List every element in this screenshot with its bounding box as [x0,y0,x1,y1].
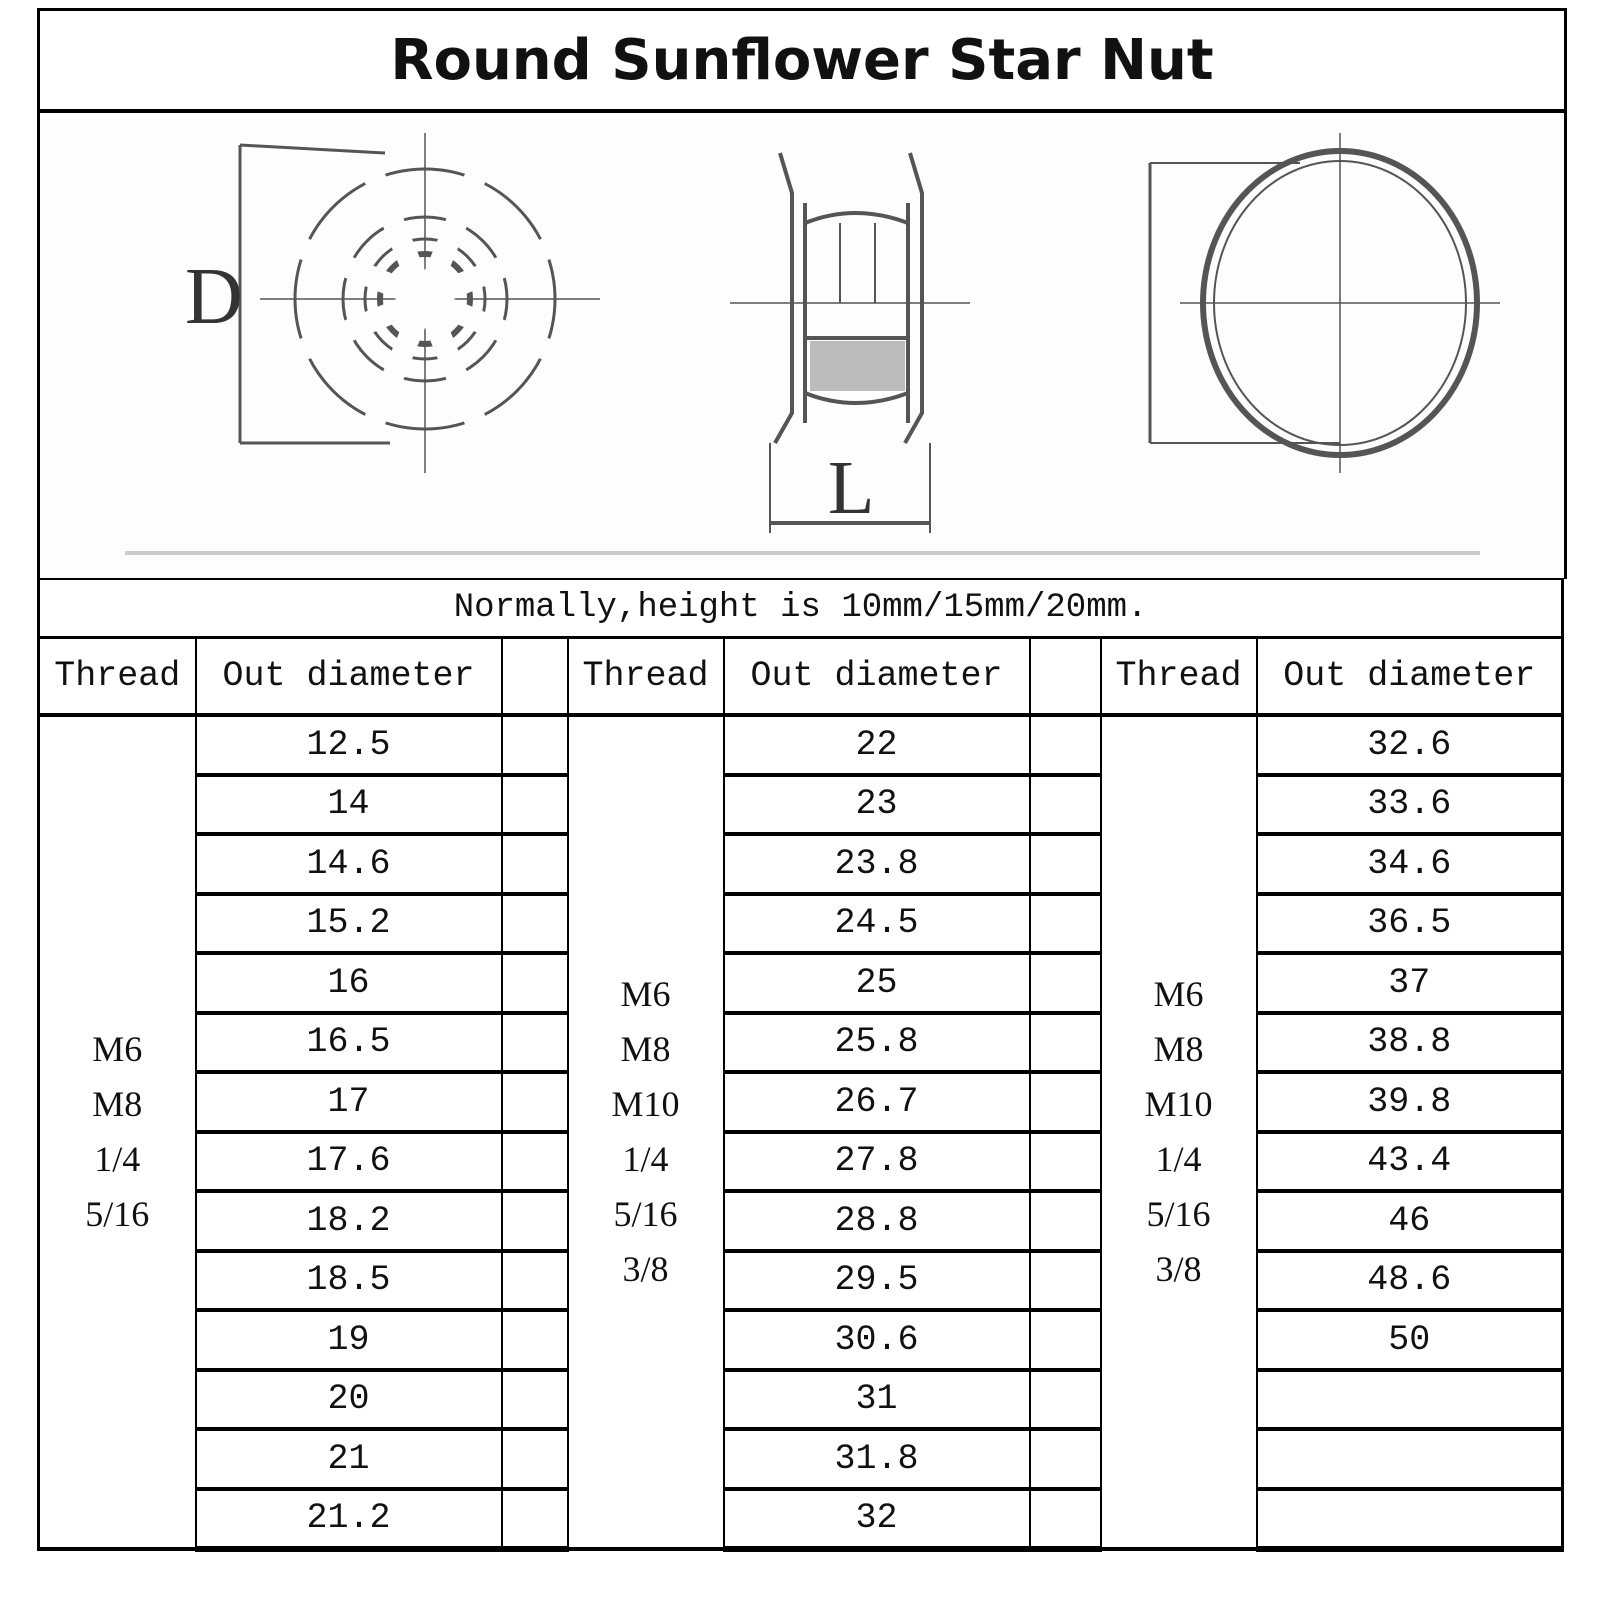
out-diameter-cell: 21.2 [196,1489,502,1550]
spacer-cell [1030,638,1101,716]
spacer-cell [1030,1072,1101,1132]
front-view-star [240,133,600,473]
thread-size: M6 [1153,974,1204,1014]
table-row [39,953,1563,1013]
table-row [39,1072,1563,1132]
spacer-cell [502,1251,568,1311]
spacer-cell [1030,953,1101,1013]
out-diameter-cell [1257,1489,1563,1550]
spacer-cell [1030,1429,1101,1489]
table-row [39,894,1563,954]
out-diameter-cell: 43.4 [1257,1132,1563,1192]
spacer-cell [502,834,568,894]
out-diameter-cell: 14.6 [196,834,502,894]
out-diameter-cell: 21 [196,1429,502,1489]
out-diameter-cell: 16.5 [196,1013,502,1073]
out-diameter-cell: 18.5 [196,1251,502,1311]
thread-size: M6 [92,1029,143,1069]
table-row [39,1251,1563,1311]
spacer-cell [502,1370,568,1430]
out-diameter-cell: 33.6 [1257,775,1563,835]
spacer-cell [502,775,568,835]
thread-size: M8 [620,1029,671,1069]
spacer-cell [502,1429,568,1489]
spacer-cell [502,1310,568,1370]
out-diameter-cell: 24.5 [724,894,1030,954]
spacer-cell [502,1132,568,1192]
out-diameter-cell: 38.8 [1257,1013,1563,1073]
dimension-d-label: D [185,253,243,341]
out-diameter-cell: 46 [1257,1191,1563,1251]
spec-sheet [37,8,1567,579]
out-diameter-cell: 29.5 [724,1251,1030,1311]
spacer-cell [502,1191,568,1251]
out-diameter-cell: 31.8 [724,1429,1030,1489]
out-diameter-cell: 19 [196,1310,502,1370]
table-row [39,1310,1563,1370]
out-diameter-cell: 17 [196,1072,502,1132]
header-out-diameter: Out diameter [196,638,502,716]
thread-size: 1/4 [94,1139,141,1179]
out-diameter-cell [1257,1370,1563,1430]
spacer-cell [1030,1132,1101,1192]
thread-list-cell [1101,715,1257,1549]
thread-size: 1/4 [622,1139,669,1179]
table-row [39,715,1563,775]
out-diameter-cell: 34.6 [1257,834,1563,894]
spacer-cell [502,1013,568,1073]
header-thread: Thread [1101,638,1257,716]
thread-list-cell [39,715,196,1549]
out-diameter-cell: 25.8 [724,1013,1030,1073]
spacer-cell [502,1072,568,1132]
table-row [39,1489,1563,1550]
thread-size: M6 [620,974,671,1014]
out-diameter-cell: 37 [1257,953,1563,1013]
out-diameter-cell: 20 [196,1370,502,1430]
spacer-cell [1030,1191,1101,1251]
out-diameter-cell: 31 [724,1370,1030,1430]
thread-size: 3/8 [622,1249,669,1289]
spacer-cell [1030,1310,1101,1370]
spacer-cell [502,953,568,1013]
header-out-diameter: Out diameter [1257,638,1563,716]
spacer-cell [502,1489,568,1550]
spacer-cell [1030,1370,1101,1430]
table-row [39,1132,1563,1192]
height-note: Normally,height is 10mm/15mm/20mm. [39,579,1563,638]
spacer-cell [1030,1013,1101,1073]
spacer-cell [1030,894,1101,954]
table-row [39,775,1563,835]
out-diameter-cell: 15.2 [196,894,502,954]
page-title: Round Sunflower Star Nut [40,11,1564,113]
table-row [39,1429,1563,1489]
spacer-cell [502,715,568,775]
out-diameter-cell: 28.8 [724,1191,1030,1251]
out-diameter-cell: 25 [724,953,1030,1013]
thread-size: M10 [611,1084,680,1124]
header-thread: Thread [39,638,196,716]
out-diameter-cell: 39.8 [1257,1072,1563,1132]
thread-size: 5/16 [85,1194,150,1234]
nut-drawings [40,113,1564,579]
table-row [39,1370,1563,1430]
spacer-cell [502,638,568,716]
header-out-diameter: Out diameter [724,638,1030,716]
out-diameter-cell: 26.7 [724,1072,1030,1132]
thread-size: 3/8 [1155,1249,1202,1289]
out-diameter-cell: 23 [724,775,1030,835]
dimension-l-label: L [828,446,875,530]
thread-size: 5/16 [613,1194,678,1234]
out-diameter-cell: 16 [196,953,502,1013]
out-diameter-cell: 12.5 [196,715,502,775]
size-table [37,578,1564,1552]
thread-size: 1/4 [1155,1139,1202,1179]
spacer-cell [1030,715,1101,775]
spacer-cell [502,894,568,954]
spacer-cell [1030,1251,1101,1311]
out-diameter-cell: 17.6 [196,1132,502,1192]
thread-size: M8 [1153,1029,1204,1069]
spacer-cell [1030,775,1101,835]
out-diameter-cell [1257,1429,1563,1489]
header-thread: Thread [568,638,724,716]
spacer-cell [1030,834,1101,894]
top-view-ring [1150,133,1500,473]
out-diameter-cell: 50 [1257,1310,1563,1370]
thread-size: M8 [92,1084,143,1124]
table-row [39,1013,1563,1073]
out-diameter-cell: 30.6 [724,1310,1030,1370]
out-diameter-cell: 18.2 [196,1191,502,1251]
technical-drawing [40,113,1564,579]
thread-size: M10 [1144,1084,1213,1124]
out-diameter-cell: 48.6 [1257,1251,1563,1311]
thread-list-cell [568,715,724,1549]
table-row [39,834,1563,894]
table-row [39,1191,1563,1251]
out-diameter-cell: 32 [724,1489,1030,1550]
thread-size: 5/16 [1146,1194,1211,1234]
out-diameter-cell: 23.8 [724,834,1030,894]
out-diameter-cell: 27.8 [724,1132,1030,1192]
out-diameter-cell: 22 [724,715,1030,775]
out-diameter-cell: 32.6 [1257,715,1563,775]
spacer-cell [1030,1489,1101,1550]
out-diameter-cell: 14 [196,775,502,835]
out-diameter-cell: 36.5 [1257,894,1563,954]
